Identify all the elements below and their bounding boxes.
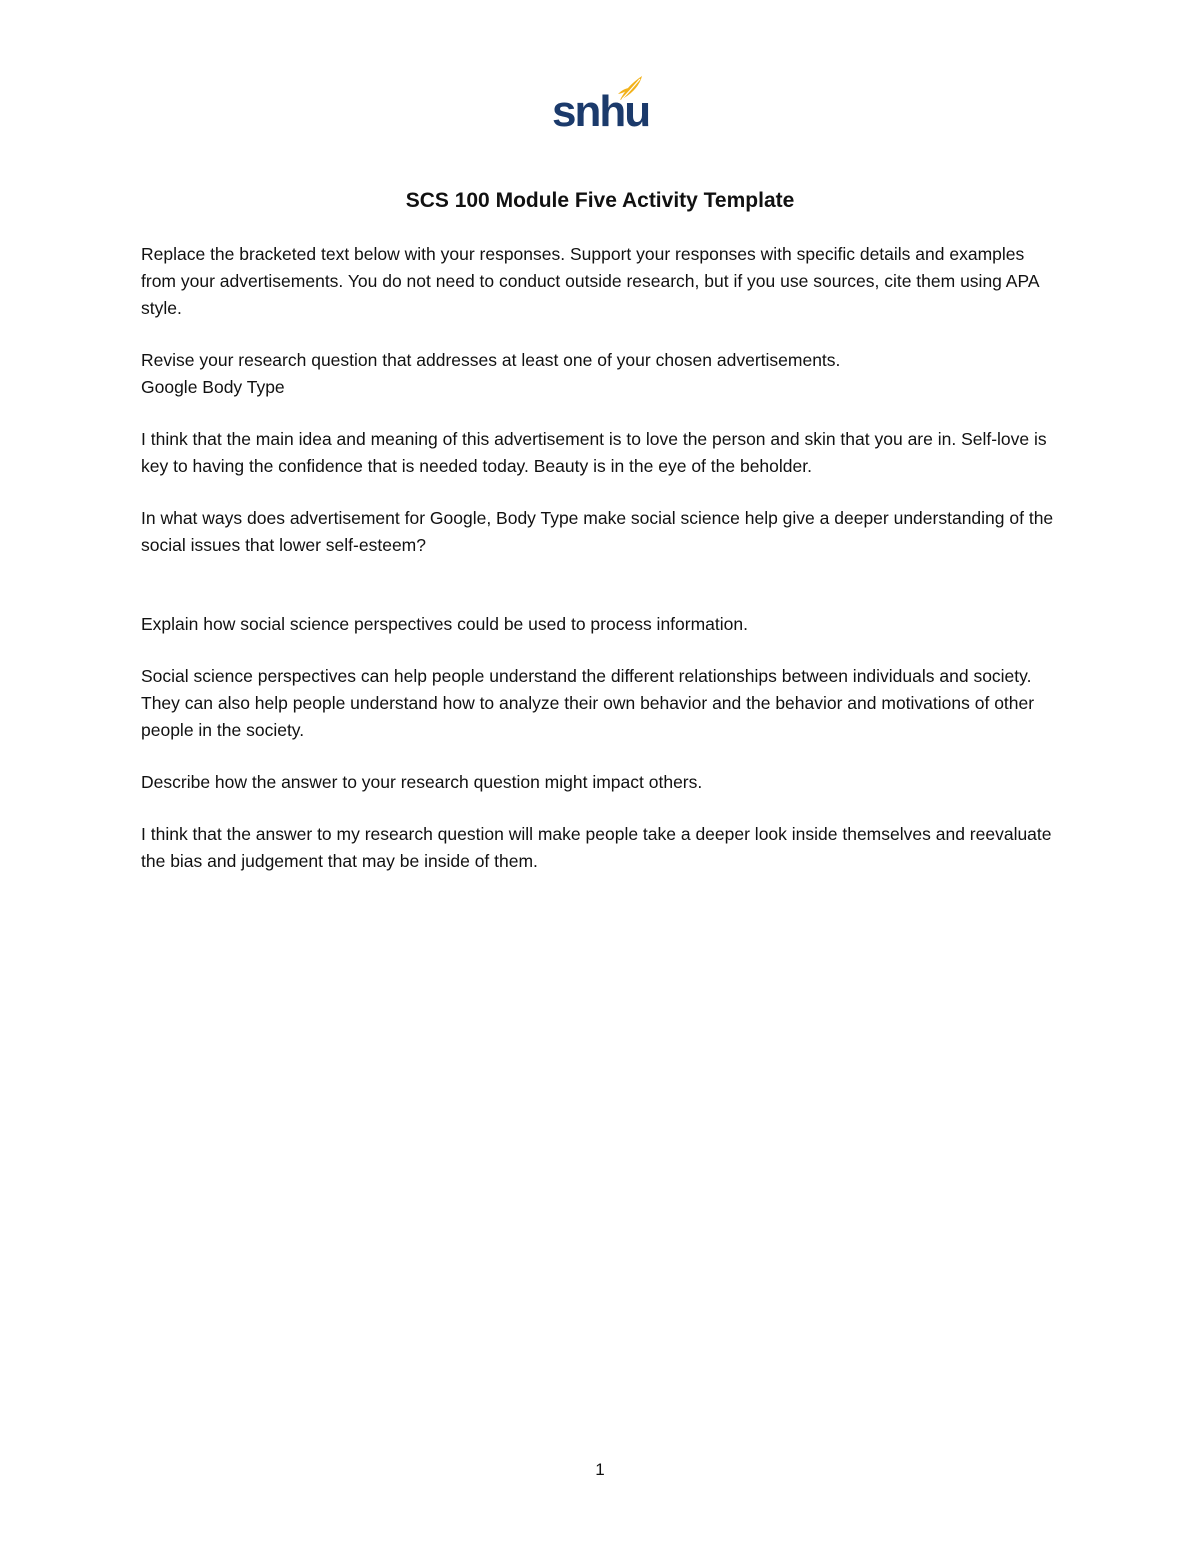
document-body [141, 241, 1061, 900]
describe-impact-response: I think that the answer to my research question will make people take a deeper look inside themselves and reevaluate the bias and judgement that may be inside of them. [141, 824, 1052, 871]
instructions-paragraph: Replace the bracketed text below with your responses. Support your responses with specific details and examples from your advertisements. You do not need to conduct outside research, but if you use sources, cite them using APA style. [141, 244, 1039, 318]
advertisement-name: Google Body Type [141, 377, 285, 397]
explain-perspectives-response: Social science perspectives can help people understand the different relationships between individuals and society. They can also help people understand how to analyze their own behavior and the behavior and motivations of other people in the society. [141, 666, 1035, 740]
page-number: 1 [595, 1460, 605, 1479]
logo-wordmark: snhu [552, 87, 650, 136]
prompt-explain-perspectives: Explain how social science perspectives could be used to process information. [141, 614, 748, 634]
prompt-describe-impact: Describe how the answer to your research question might impact others. [141, 772, 703, 792]
page-title: SCS 100 Module Five Activity Template [405, 189, 795, 212]
research-question-response: In what ways does advertisement for Google, Body Type make social science help give a deeper understanding of the social issues that lower self-esteem? [141, 508, 1054, 555]
main-idea-response: I think that the main idea and meaning of this advertisement is to love the person and skin that you are in. Self-love is key to having the confidence that is needed today. Beauty is in the eye of the beholder. [141, 429, 1047, 476]
prompt-revise-question: Revise your research question that addresses at least one of your chosen advertisements. [141, 350, 841, 370]
snhu-logo [552, 74, 650, 136]
